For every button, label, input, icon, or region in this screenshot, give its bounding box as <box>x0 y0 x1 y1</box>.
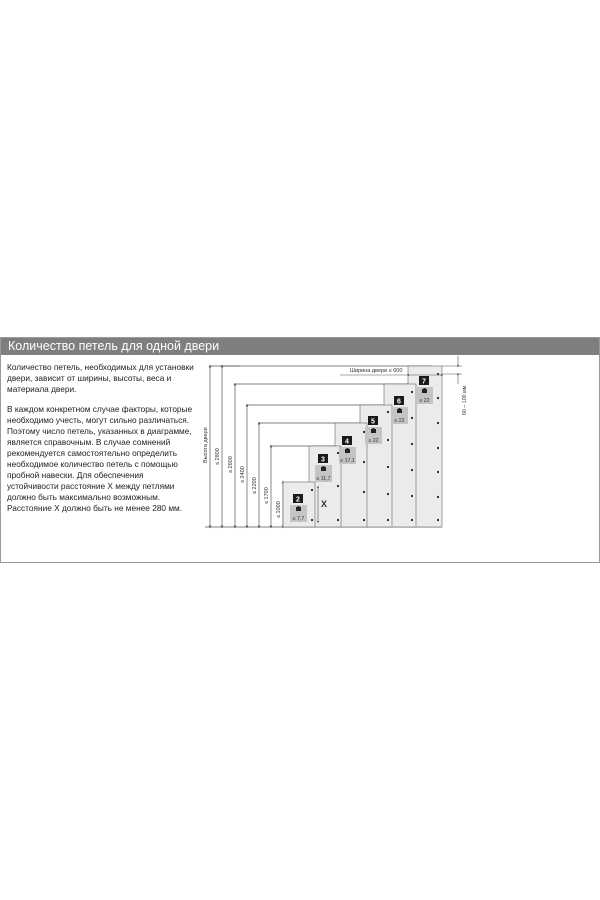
hinge-dot <box>437 496 439 498</box>
door-hinge-count: 7 <box>422 378 426 386</box>
height-label-2600: ≤ 2600 <box>228 456 234 473</box>
hinge-dot <box>411 519 413 521</box>
height-label-1000: ≤ 1000 <box>276 501 282 518</box>
hinge-dot <box>411 391 413 393</box>
hinge-dot <box>437 519 439 521</box>
door-weight: ≤ 7,7 <box>292 516 305 522</box>
height-label-1700: ≤ 1700 <box>264 487 270 504</box>
hinge-dot <box>411 495 413 497</box>
hinge-dot <box>337 452 339 454</box>
distance-x-label: X <box>321 499 328 509</box>
description-paragraph-1: Количество петель, необходимых для установки двери, зависит от ширины, высоты, веса и материала двери. <box>7 362 194 394</box>
hinge-dot <box>437 447 439 449</box>
hinge-dot <box>411 469 413 471</box>
hinge-dot <box>311 489 313 491</box>
door-weight: ≤ 22 <box>394 418 405 424</box>
hinge-dot <box>387 466 389 468</box>
height-label-2200: ≤ 2200 <box>252 477 258 494</box>
hinge-dot <box>387 519 389 521</box>
door-weight: ≤ 17,1 <box>340 458 355 464</box>
hinge-dot <box>437 471 439 473</box>
door-weight: ≤ 22 <box>368 438 379 444</box>
door-height-label: Высота двери <box>203 427 209 463</box>
hinge-offset-label: 60 – 100 мм <box>462 385 468 415</box>
door-hinge-count: 4 <box>345 438 349 446</box>
door-hinge-count: 2 <box>296 496 300 504</box>
door-hinge-count: 5 <box>371 418 375 426</box>
hinge-dot <box>337 519 339 521</box>
hinge-dot <box>437 397 439 399</box>
door-width-label: Ширина двери ≤ 600 <box>350 368 403 374</box>
hinge-dot <box>387 411 389 413</box>
height-label-2800: ≤ 2800 <box>215 448 221 465</box>
hinge-dot <box>411 417 413 419</box>
hinge-dot <box>387 439 389 441</box>
hinge-dot <box>437 422 439 424</box>
hinge-dot <box>337 485 339 487</box>
height-label-2400: ≤ 2400 <box>240 466 246 483</box>
hinge-dot <box>411 443 413 445</box>
hinge-dot <box>363 461 365 463</box>
hinge-dot <box>363 491 365 493</box>
description-paragraph-2: В каждом конкретном случае факторы, которые необходимо учесть, могут сильно различаться. Поэтому число петель, указанных в диаграмме, является справочным. В случае сомнений рекомендуется самостоятельно определить необходимое количество петель с помощью пробной навески. Для обеспечения устойчивости расстояние Х между петлями должно быть максимально возможным. Расстояние Х должно быть не менее 280 мм. <box>7 404 193 513</box>
hinge-dot <box>363 431 365 433</box>
door-weight: ≤ 22 <box>419 398 430 404</box>
hinge-dot <box>363 519 365 521</box>
hinge-dot <box>311 519 313 521</box>
door-hinge-count: 3 <box>321 456 325 464</box>
section-title: Количество петель для одной двери <box>8 339 220 353</box>
hinge-dot <box>387 493 389 495</box>
door-hinge-count: 6 <box>397 398 401 406</box>
door-weight: ≤ 11,7 <box>316 476 331 482</box>
